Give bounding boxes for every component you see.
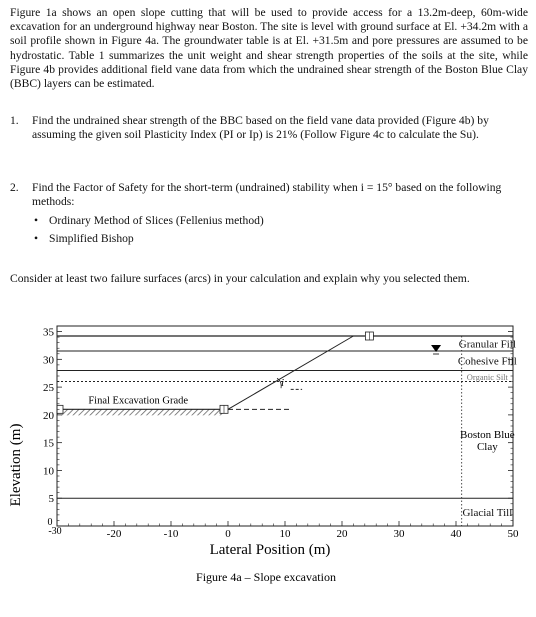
method-label: Ordinary Method of Slices (Fellenius method) <box>49 214 264 227</box>
figure-4a <box>0 318 536 617</box>
excavation-label: Final Excavation Grade <box>88 395 189 407</box>
x-tick-label: 50 <box>507 528 519 540</box>
bullet-icon: • <box>34 232 39 245</box>
method-item <box>34 212 264 230</box>
figure-caption: Figure 4a – Slope excavation <box>196 570 336 584</box>
x-tick-label: 0 <box>225 528 231 540</box>
bullet-icon: • <box>34 214 39 227</box>
origin-x-label: -30 <box>48 526 62 537</box>
layer-label: Glacial Till <box>462 507 513 520</box>
consider-note: Consider at least two failure surfaces (arcs) in your calculation and explain why you selected them. <box>10 272 470 285</box>
slope-excavation-figure <box>0 318 536 612</box>
layer-label: Cohesive Fill <box>457 355 517 368</box>
question-2-number: 2. <box>10 181 19 194</box>
question-1-number: 1. <box>10 114 19 127</box>
plot-frame <box>57 326 513 526</box>
y-tick-label: 35 <box>43 326 54 339</box>
method-label: Simplified Bishop <box>49 232 134 245</box>
y-tick-label: 20 <box>43 409 54 422</box>
x-tick-label: -10 <box>163 528 179 540</box>
x-tick-label: 40 <box>450 528 462 540</box>
intro-paragraph: Figure 1a shows an open slope cutting that will be used to provide access for a 13.2m-deep, 60m-wide excavation for an underground highway near Boston. The site is level with ground surface at El. +34.2m with a soil profile shown in Figure 4a. The groundwater table is at El. +31.5m and pore pressures are assumed to be hydrostatic. Table 1 summarizes the unit weight and shear strength properties of the soils at the site, while Figure 4b provides additional field vane data from which the undrained shear strength of the Boston Blue Clay (BBC) layers can be estimated. <box>10 6 528 91</box>
x-axis-label: Lateral Position (m) <box>209 542 331 558</box>
question-1 <box>10 114 525 142</box>
methods-list <box>34 212 264 248</box>
y-tick-label: 15 <box>43 437 54 450</box>
y-tick-label: 30 <box>43 354 54 367</box>
y-tick-label: 5 <box>48 493 54 506</box>
y-tick-label: 25 <box>43 382 54 395</box>
excavation-hatch <box>57 409 224 415</box>
x-tick-label: 10 <box>279 528 291 540</box>
origin-y-label: 0 <box>47 517 53 528</box>
x-tick-label: 20 <box>336 528 348 540</box>
question-1-text: Find the undrained shear strength of the BBC based on the field vane data provided (Figure 4b) by assuming the given soil Plasticity Index (PI or Ip) is 21% (Follow Figure 4c to calculate the Su). <box>32 114 489 142</box>
slope-angle-label: i <box>281 377 285 389</box>
layer-label: Granular Fill <box>458 338 516 351</box>
question-2 <box>10 181 525 209</box>
x-tick-label: -20 <box>106 528 122 540</box>
y-tick-label: 10 <box>43 465 54 478</box>
method-item <box>34 230 264 248</box>
slope-line <box>228 336 353 409</box>
question-2-text: Find the Factor of Safety for the short-term (undrained) stability when i = 15° based on the following methods: <box>32 181 502 209</box>
y-axis-label: Elevation (m) <box>8 423 24 507</box>
x-tick-label: 30 <box>393 528 405 540</box>
layer-label: Boston Blue Clay <box>459 428 515 453</box>
layer-label: Organic Silt <box>466 372 508 382</box>
